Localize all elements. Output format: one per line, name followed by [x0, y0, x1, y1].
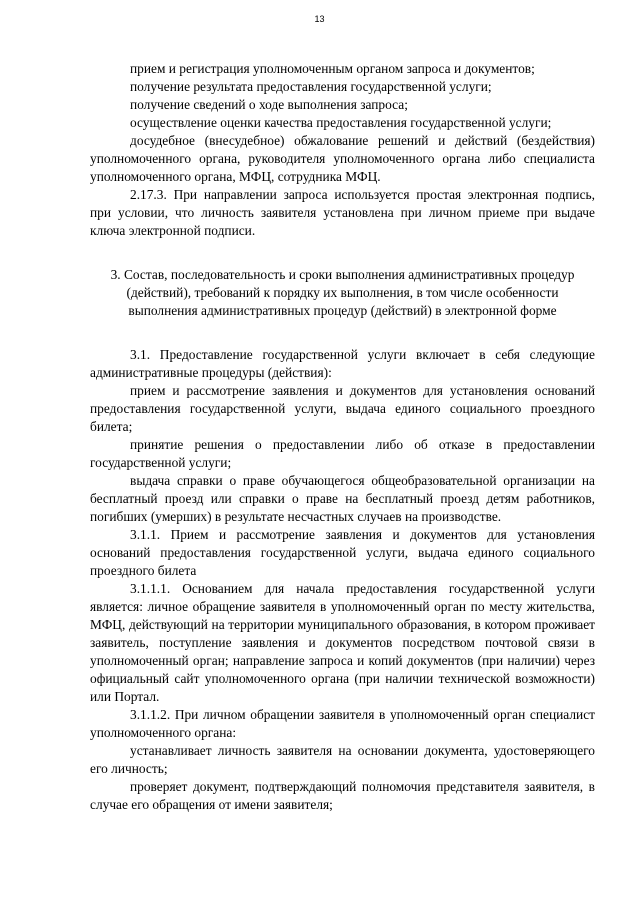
paragraph: получение результата предоставления государственной услуги;: [130, 79, 492, 94]
paragraph: проверяет документ, подтверждающий полномочия представителя заявителя, в случае его обращения от имени заявителя;: [90, 779, 595, 812]
paragraph: выдача справки о праве обучающегося общеобразовательной организации на бесплатный проезд или справки о праве на бесплатный проезд детям работников, погибших (умерших) в результате несчастных случаев на производстве.: [90, 473, 595, 524]
paragraph: получение сведений о ходе выполнения запроса;: [130, 97, 408, 112]
paragraph: принятие решения о предоставлении либо об отказе в предоставлении государственной услуги;: [90, 437, 595, 470]
paragraph: 3.1.1.1. Основанием для начала предоставления государственной услуги является: личное обращение заявителя в уполномоченный орган по месту жительства, МФЦ, действующий на территории муниципального образования, в котором проживает заявитель, поступление заявления и документов посредством почтовой связи в уполномоченный орган; направление запроса и копий документов (при наличии) через официальный сайт уполномоченного органа (при наличии технической возможности) или Портал.: [90, 581, 595, 704]
document-body: [90, 60, 595, 814]
paragraph: прием и рассмотрение заявления и документов для установления оснований предоставления государственной услуги, выдача единого социального проездного билета;: [90, 383, 595, 434]
page-number: 13: [314, 14, 325, 24]
paragraph: 3.1.1.2. При личном обращении заявителя в уполномоченный орган специалист уполномоченного органа:: [90, 707, 595, 740]
paragraph: осуществление оценки качества предоставления государственной услуги;: [130, 115, 552, 130]
section-heading: 3. Состав, последовательность и сроки выполнения административных процедур (действий), требований к порядку их выполнения, в том числе особенности выполнения административных процедур (действий) в электронной форме: [110, 267, 575, 318]
paragraph: устанавливает личность заявителя на основании документа, удостоверяющего его личность;: [90, 743, 595, 776]
paragraph: прием и регистрация уполномоченным органом запроса и документов;: [130, 61, 535, 76]
paragraph: 3.1.1. Прием и рассмотрение заявления и документов для установления оснований предоставления государственной услуги, выдача единого социального проездного билета: [90, 527, 595, 578]
paragraph: 3.1. Предоставление государственной услуги включает в себя следующие административные процедуры (действия):: [90, 347, 595, 380]
paragraph: 2.17.3. При направлении запроса используется простая электронная подпись, при условии, что личность заявителя установлена при личном приеме при выдаче ключа электронной подписи.: [90, 187, 595, 238]
paragraph: досудебное (внесудебное) обжалование решений и действий (бездействия) уполномоченного органа, руководителя уполномоченного органа либо специалиста уполномоченного органа, МФЦ, сотрудника МФЦ.: [90, 133, 595, 184]
